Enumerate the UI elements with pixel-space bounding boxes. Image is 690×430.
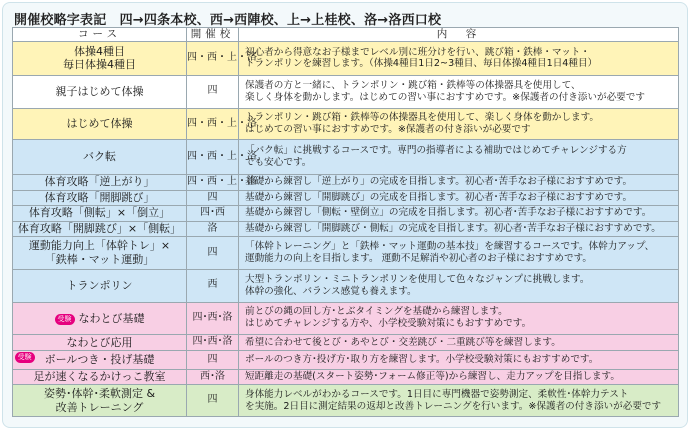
course-description-line: 基礎から練習し「開脚跳び」の完成を目指します。初心者･苦手なお子様におすすめです。 bbox=[245, 191, 633, 203]
course-name: トランポリン bbox=[66, 278, 133, 292]
course-name-cell bbox=[13, 75, 187, 108]
course-description-cell bbox=[239, 221, 679, 237]
school-abbrev-cell: 四･西･洛 bbox=[187, 302, 239, 335]
table-row bbox=[13, 108, 679, 140]
course-name: 体育攻略「開脚跳び」×「側転」 bbox=[17, 222, 182, 235]
course-description-cell bbox=[239, 140, 679, 175]
course-description-line: 身体能力レベルがわかるコースです。1日目に専門機器で姿勢測定、柔軟性･体幹力テスト bbox=[245, 388, 629, 400]
school-abbrev-cell: 四 bbox=[187, 237, 239, 270]
course-name: バク転 bbox=[83, 150, 116, 164]
course-column-header: コース bbox=[13, 28, 187, 42]
school-abbrev-cell: 四 bbox=[187, 385, 239, 417]
table-row bbox=[13, 237, 679, 270]
table-row bbox=[13, 369, 679, 385]
course-description-line: 希望に合わせて後とび・あやとび・交差跳び・二重跳び等を練習します。 bbox=[245, 336, 561, 348]
course-name-cell bbox=[13, 140, 187, 175]
table-row bbox=[13, 206, 679, 222]
course-name-cell bbox=[13, 42, 187, 76]
course-description-line: 保護者の方と一緒に、トランポリン・跳び箱・鉄棒等の体操器具を使用して、 bbox=[245, 79, 581, 91]
course-name-cell bbox=[13, 221, 187, 237]
course-name: 毎日体操4種目 bbox=[63, 58, 136, 72]
course-name: 親子はじめて体操 bbox=[55, 84, 144, 98]
course-description-line: 楽しく身体を動かします。はじめての習い事におすすめです。※保護者の付き添いが必要です bbox=[245, 91, 645, 103]
course-description-line: でも安心です。 bbox=[245, 157, 312, 169]
course-description-cell bbox=[239, 174, 679, 190]
course-description-cell bbox=[239, 237, 679, 270]
table-row bbox=[13, 385, 679, 417]
course-name: ボールつき・投げ基礎 bbox=[44, 352, 155, 366]
table-row bbox=[13, 269, 679, 302]
school-abbrev-cell: 四 bbox=[187, 190, 239, 206]
course-name-cell bbox=[13, 369, 187, 385]
course-name-cell bbox=[13, 237, 187, 270]
course-description-line: 「バク転」に挑戦するコースです。専門の指導者による補助ではじめてチャレンジする方 bbox=[245, 145, 627, 157]
course-name: 改善トレーニング bbox=[55, 400, 144, 414]
exam-badge: 受験 bbox=[15, 352, 35, 363]
course-name-cell bbox=[13, 206, 187, 222]
course-name-cell bbox=[13, 385, 187, 417]
table-header-row bbox=[13, 28, 679, 42]
course-description-cell bbox=[239, 369, 679, 385]
course-description-cell bbox=[239, 206, 679, 222]
content-column-header: 内 容 bbox=[239, 28, 679, 42]
course-description-line: ボールのつき方･投げ方･取り方を練習します。小学校受験対策にもおすすめです。 bbox=[245, 353, 599, 365]
course-description-line: 短距離走の基礎(スタート姿勢･フォーム修正等)から練習し、走力アップを目指します。 bbox=[245, 371, 620, 383]
course-name: 運動能力向上「体幹トレ」× bbox=[28, 239, 171, 253]
course-table bbox=[12, 27, 679, 417]
course-description-line: はじめてチャレンジする方や、小学校受験対策にもおすすめです。 bbox=[245, 318, 532, 330]
school-abbrev-cell: 四・西・上・洛 bbox=[187, 174, 239, 190]
school-abbrev-cell: 西･洛 bbox=[187, 369, 239, 385]
school-abbrev-cell: 四・西・上・洛 bbox=[187, 42, 239, 76]
course-description-line: はじめての習い事におすすめです。※保護者の付き添いが必要です bbox=[245, 123, 531, 135]
course-name-cell bbox=[13, 269, 187, 302]
table-row bbox=[13, 42, 679, 76]
course-name: 「鉄棒・マット運動」 bbox=[44, 253, 155, 266]
course-description-line: 前とびの縄の回し方･とぶタイミングを基礎から練習します。 bbox=[245, 306, 508, 318]
course-name: なわとび応用 bbox=[66, 335, 133, 349]
course-description-line: 基礎から練習し「側転・壁倒立」の完成を目指します。初心者･苦手なお子様におすすめです。 bbox=[245, 207, 652, 219]
course-name: 体操4種目 bbox=[74, 44, 125, 58]
table-row bbox=[13, 221, 679, 237]
course-description-cell bbox=[239, 350, 679, 369]
course-name-cell bbox=[13, 108, 187, 140]
course-description-cell bbox=[239, 108, 679, 140]
course-description-line: 体幹の強化、バランス感覚も養えます。 bbox=[245, 285, 417, 297]
course-name-cell bbox=[13, 302, 187, 335]
course-description-cell bbox=[239, 385, 679, 417]
school-abbrev-cell: 四 bbox=[187, 350, 239, 369]
course-description-cell bbox=[239, 302, 679, 335]
course-name-cell bbox=[13, 350, 187, 369]
course-description-line: 初心者から得意なお子様までレベル別に班分けを行い、跳び箱・鉄棒・マット・ bbox=[245, 46, 590, 58]
table-row bbox=[13, 190, 679, 206]
table-row bbox=[13, 335, 679, 351]
course-name: はじめて体操 bbox=[66, 116, 133, 130]
exam-badge: 受験 bbox=[55, 314, 75, 325]
course-description-cell bbox=[239, 42, 679, 76]
school-abbreviation-legend: 開催校略字表記 四→四条本校、西→西陣校、上→上桂校、洛→洛西口校 bbox=[14, 13, 442, 28]
school-abbrev-cell: 四 bbox=[187, 75, 239, 108]
course-name-cell bbox=[13, 335, 187, 351]
table-row bbox=[13, 75, 679, 108]
table-row bbox=[13, 174, 679, 190]
course-description-line: 大型トランポリン・ミニトランポリンを使用して色々なジャンプに挑戦します。 bbox=[245, 273, 590, 285]
school-column-header: 開催校 bbox=[187, 28, 239, 42]
course-name: 姿勢･体幹･柔軟測定 & bbox=[43, 386, 156, 400]
school-abbrev-cell: 西 bbox=[187, 269, 239, 302]
course-description-line: トランポリンを練習します。（体操4種目1日2~3種目、毎日体操4種目1日4種目） bbox=[245, 58, 598, 70]
course-description-cell bbox=[239, 190, 679, 206]
school-abbrev-cell: 四･西 bbox=[187, 206, 239, 222]
course-description-cell bbox=[239, 75, 679, 108]
course-description-line: 基礎から練習し「開脚跳び・側転」の完成を目指します。初心者･苦手なお子様におすすめです。 bbox=[245, 222, 661, 234]
course-name: なわとび基礎 bbox=[78, 311, 145, 325]
course-name: 体育攻略「逆上がり」 bbox=[44, 175, 155, 189]
course-description-line: トランポリン・跳び箱・鉄棒等の体操器具を使用して、楽しく身体を動かします。 bbox=[245, 111, 600, 123]
course-description-line: 運動能力の向上を目指します。 運動不足解消や初心者のお子様におすすめです。 bbox=[245, 253, 592, 264]
course-description-cell bbox=[239, 335, 679, 351]
table-row bbox=[13, 350, 679, 369]
school-abbrev-cell: 四・西・上・洛 bbox=[187, 140, 239, 175]
course-description-line: 基礎から練習し「逆上がり」の完成を目指します。初心者･苦手なお子様におすすめです。 bbox=[245, 176, 633, 188]
school-abbrev-cell: 洛 bbox=[187, 221, 239, 237]
school-abbrev-cell: 四･西･洛 bbox=[187, 335, 239, 351]
course-name: 体育攻略「開脚跳び」 bbox=[44, 190, 155, 204]
course-description-line: を実施。2日目に測定結果の返却と改善トレーニングを行います。※保護者の付き添いが必要です bbox=[245, 400, 662, 412]
course-description-line: 「体幹トレーニング」と「鉄棒・マット運動の基本技」を練習するコースです。体幹力アップ、 bbox=[245, 241, 655, 253]
table-row bbox=[13, 302, 679, 335]
course-description-cell bbox=[239, 269, 679, 302]
course-name-cell bbox=[13, 174, 187, 190]
course-name: 体育攻略「側転」×「倒立」 bbox=[28, 206, 171, 220]
course-name-cell bbox=[13, 190, 187, 206]
school-abbrev-cell: 四・西・上・洛 bbox=[187, 108, 239, 140]
table-row bbox=[13, 140, 679, 175]
course-name: 足が速くなるかけっこ教室 bbox=[33, 370, 166, 384]
